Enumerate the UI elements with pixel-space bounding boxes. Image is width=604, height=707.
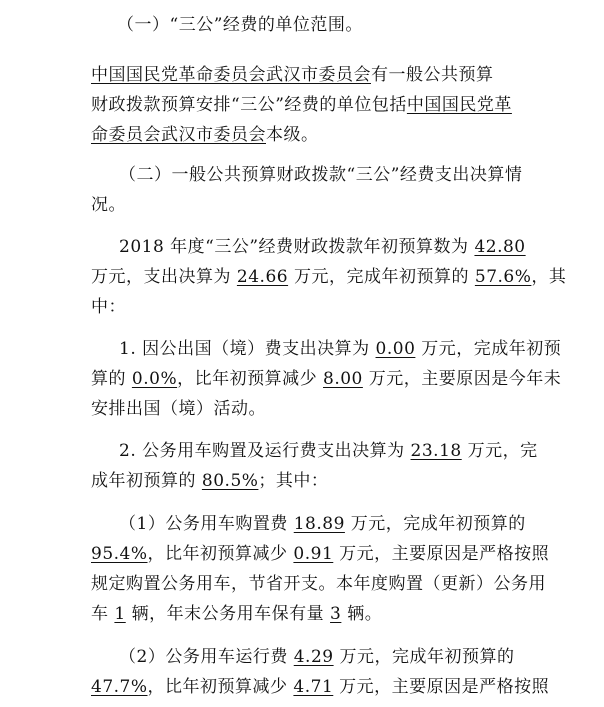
underlined-value: 18.89 xyxy=(293,514,345,534)
text-segment: 万元，主要原因是今年未 xyxy=(362,369,562,389)
text-segment: （2）公务用车运行费 xyxy=(119,647,294,667)
text-segment: ，比年初预算减少 xyxy=(177,369,324,389)
text-segment: 辆。 xyxy=(341,604,383,624)
text-line xyxy=(91,573,546,595)
text-segment: ，比年初预算减少 xyxy=(147,677,294,697)
text-segment: 万元，主要原因是严格按照 xyxy=(333,677,550,697)
text-segment: 财政拨款预算安排“三公”经费的单位包括 xyxy=(91,95,407,115)
text-line xyxy=(91,194,126,216)
text-line xyxy=(91,368,561,390)
text-line xyxy=(91,676,549,698)
text-segment: 2018 年度“三公”经费财政拨款年初预算数为 xyxy=(119,237,475,257)
text-line xyxy=(91,543,549,565)
text-line xyxy=(91,64,494,86)
text-line xyxy=(119,440,538,462)
text-line xyxy=(91,94,512,116)
text-line xyxy=(117,14,363,36)
text-line xyxy=(91,266,566,288)
underlined-value: 1 xyxy=(114,604,126,624)
underlined-value: 24.66 xyxy=(236,267,289,287)
underlined-value: 80.5% xyxy=(201,471,259,491)
text-segment: 有一般公共预算 xyxy=(371,65,494,85)
text-segment: 规定购置公务用车，节省开支。本年度购置（更新）公务用 xyxy=(91,574,546,594)
underlined-value: 3 xyxy=(330,604,342,624)
underlined-value: 95.4% xyxy=(91,544,148,564)
text-segment: 成年初预算的 xyxy=(91,471,202,491)
text-segment: 万元，主要原因是严格按照 xyxy=(333,544,550,564)
underlined-value: 4.29 xyxy=(293,647,334,667)
text-segment: ；其中： xyxy=(258,471,329,491)
text-segment: 本级。 xyxy=(266,125,319,145)
text-segment: ，比年初预算减少 xyxy=(147,544,294,564)
text-segment: 1. 因公出国（境）费支出决算为 xyxy=(119,339,376,359)
underlined-value: 42.80 xyxy=(474,237,526,257)
underlined-value: 23.18 xyxy=(410,441,462,461)
text-segment: 万元，完成年初预算的 xyxy=(333,647,515,667)
text-segment: 安排出国（境）活动。 xyxy=(91,399,266,419)
text-segment: 况。 xyxy=(91,195,126,215)
text-segment: 万元，完成年初预算的 xyxy=(288,267,475,287)
text-segment: ，其 xyxy=(531,267,567,287)
text-segment: （二）一般公共预算财政拨款“三公”经费支出决算情 xyxy=(119,165,523,185)
text-segment: 辆，年末公务用车保有量 xyxy=(125,604,331,624)
text-line xyxy=(91,124,319,146)
text-line xyxy=(119,236,526,258)
text-line xyxy=(119,646,515,668)
underlined-value: 8.00 xyxy=(323,369,363,389)
text-line xyxy=(119,164,522,186)
text-segment: 万元，完成年初预算的 xyxy=(344,514,526,534)
underlined-value: 0.91 xyxy=(293,544,334,564)
text-segment: 2. 公务用车购置及运行费支出决算为 xyxy=(119,441,411,461)
text-segment: 算的 xyxy=(91,369,132,389)
underlined-value: 中国国民党革命委员会武汉市委员会 xyxy=(91,65,371,85)
underlined-value: 命委员会武汉市委员会 xyxy=(91,125,266,145)
text-segment: 车 xyxy=(91,604,115,624)
text-line xyxy=(119,513,526,535)
text-line xyxy=(91,398,266,420)
underlined-value: 4.71 xyxy=(293,677,334,697)
text-segment: 中： xyxy=(91,297,126,317)
text-segment: （1）公务用车购置费 xyxy=(119,514,294,534)
underlined-value: 0.00 xyxy=(375,339,416,359)
underlined-value: 47.7% xyxy=(91,677,148,697)
underlined-value: 中国国民党革 xyxy=(406,95,512,115)
text-line xyxy=(119,338,561,360)
text-segment: 万元，支出决算为 xyxy=(91,267,237,287)
text-segment: （一）“三公”经费的单位范围。 xyxy=(117,15,363,35)
text-line xyxy=(91,603,382,625)
underlined-value: 0.0% xyxy=(131,369,178,389)
text-line xyxy=(91,296,126,318)
text-segment: 万元，完 xyxy=(461,441,538,461)
text-segment: 万元，完成年初预 xyxy=(415,339,562,359)
underlined-value: 57.6% xyxy=(474,267,532,287)
text-line xyxy=(91,470,328,492)
